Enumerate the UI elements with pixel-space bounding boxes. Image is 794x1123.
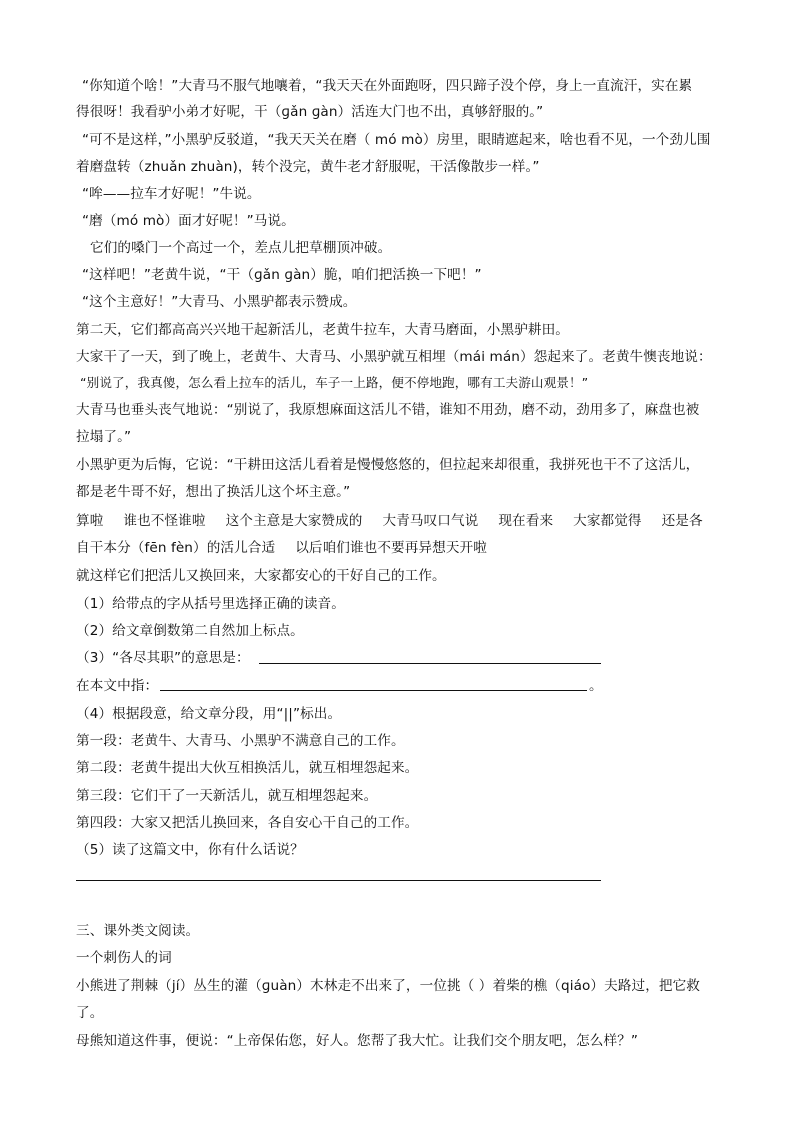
story-paragraph-7: “这个主意好！”大青马、小黑驴都表示赞成。 xyxy=(82,294,357,310)
story-paragraph-4: “磨（mó mò）面才好呢！”马说。 xyxy=(82,213,295,229)
fragment: 这个主意是大家赞成的 xyxy=(225,513,363,529)
fragment: 现在看来 xyxy=(498,513,554,529)
question-3-context: 在本文中指： xyxy=(76,678,159,694)
fragment: 大家都觉得 xyxy=(573,513,642,529)
fragment: 还是各 xyxy=(661,513,703,529)
unpunctuated-paragraph-line-1 xyxy=(76,511,703,531)
story-paragraph-3: “哞——拉车才好呢！”牛说。 xyxy=(82,186,261,202)
question-3: （3）“各尽其职”的意思是： xyxy=(76,650,250,666)
story-paragraph-1-line-1: “你知道个啥！”大青马不服气地嚷着，“我天天在外面跑呀，四只蹄子没个停，身上一直流汗，实在累 xyxy=(82,78,693,94)
story-paragraph-10: “别说了，我真傻，怎么看上拉车的活儿，车子一上路，便不停地跑，哪有工夫游山观景！” xyxy=(80,375,589,390)
fragment: 自干本分（fēn fèn）的活儿合适 xyxy=(76,540,276,556)
story-paragraph-1-line-2: 得很呀！我看驴小弟才好呢，干（ɡǎn ɡàn）活连大门也不出，真够舒服的。” xyxy=(76,104,544,120)
section-3-paragraph-1-line-1: 小熊进了荆棘（jí）丛生的灌（ɡuàn）木林走不出来了，一位挑（ ）着柴的樵（qiáo）夫路过，把它救 xyxy=(76,978,700,994)
answer-line-q3[interactable] xyxy=(259,663,601,664)
segment-4: 第四段：大家又把活儿换回来，各自安心干自己的工作。 xyxy=(76,815,419,831)
story-paragraph-9: 大家干了一天，到了晚上，老黄牛、大青马、小黑驴就互相埋（mái mán）怨起来了。老黄牛懊丧地说： xyxy=(76,349,712,365)
story-paragraph-12-line-1: 小黑驴更为后悔，它说：“干耕田这活儿看着是慢慢悠悠的，但拉起来却很重，我拼死也干不了这活儿， xyxy=(76,457,700,473)
story-paragraph-11-line-1: 大青马也垂头丧气地说：“别说了，我原想麻面这活儿不错，谁知不用劲，磨不动，劲用多了，麻盘也被 xyxy=(76,402,700,418)
unpunctuated-paragraph-line-2 xyxy=(76,538,487,558)
answer-line-q5[interactable] xyxy=(76,880,601,881)
question-5: （5）读了这篇文中，你有什么话说？ xyxy=(76,842,304,858)
section-3-title: 一个刺伤人的词 xyxy=(76,950,172,966)
fragment: 算啦 xyxy=(76,513,104,529)
section-3-heading: 三、课外类文阅读。 xyxy=(76,923,200,939)
fragment: 大青马叹口气说 xyxy=(382,513,479,529)
fragment: 谁也不怪谁啦 xyxy=(123,513,206,529)
story-paragraph-5: 它们的嗓门一个高过一个，差点儿把草棚顶冲破。 xyxy=(90,240,392,256)
question-4: （4）根据段意，给文章分段，用“||”标出。 xyxy=(76,706,342,722)
question-1: （1）给带点的字从括号里选择正确的读音。 xyxy=(76,596,345,612)
segment-3: 第三段：它们干了一天新活儿，就互相埋怨起来。 xyxy=(76,788,378,804)
story-paragraph-12-line-2: 都是老牛哥不好，想出了换活儿这个坏主意。” xyxy=(76,484,351,500)
fragment: 以后咱们谁也不要再异想天开啦 xyxy=(295,540,487,556)
section-3-paragraph-1-line-2: 了。 xyxy=(76,1005,104,1021)
story-paragraph-6: “这样吧！”老黄牛说，“干（ɡǎn ɡàn）脆，咱们把活换一下吧！” xyxy=(82,267,482,283)
segment-1: 第一段：老黄牛、大青马、小黑驴不满意自己的工作。 xyxy=(76,733,405,749)
story-paragraph-11-line-2: 拉塌了。” xyxy=(76,429,132,445)
story-paragraph-2-line-2: 着磨盘转（zhuǎn zhuàn)，转个没完，黄牛老才舒服呢，干活像散步一样。” xyxy=(76,159,540,175)
question-3-end-mark: 。 xyxy=(589,678,603,694)
section-3-paragraph-2: 母熊知道这件事，便说：“上帝保佑您，好人。您帮了我大忙。让我们交个朋友吧，怎么样？” xyxy=(76,1033,639,1049)
story-paragraph-14: 就这样它们把活儿又换回来，大家都安心的干好自己的工作。 xyxy=(76,568,446,584)
segment-2: 第二段：老黄牛提出大伙互相换活儿，就互相埋怨起来。 xyxy=(76,760,419,776)
story-paragraph-8: 第二天，它们都高高兴兴地干起新活儿，老黄牛拉车，大青马磨面，小黑驴耕田。 xyxy=(76,322,569,338)
question-2: （2）给文章倒数第二自然加上标点。 xyxy=(76,623,304,639)
answer-line-q3-context[interactable] xyxy=(160,690,587,691)
story-paragraph-2-line-1: “可不是这样，”小黑驴反驳道，“我天天关在磨（ mó mò）房里，眼睛遮起来，啥也看不见，一个劲儿围 xyxy=(82,132,711,148)
